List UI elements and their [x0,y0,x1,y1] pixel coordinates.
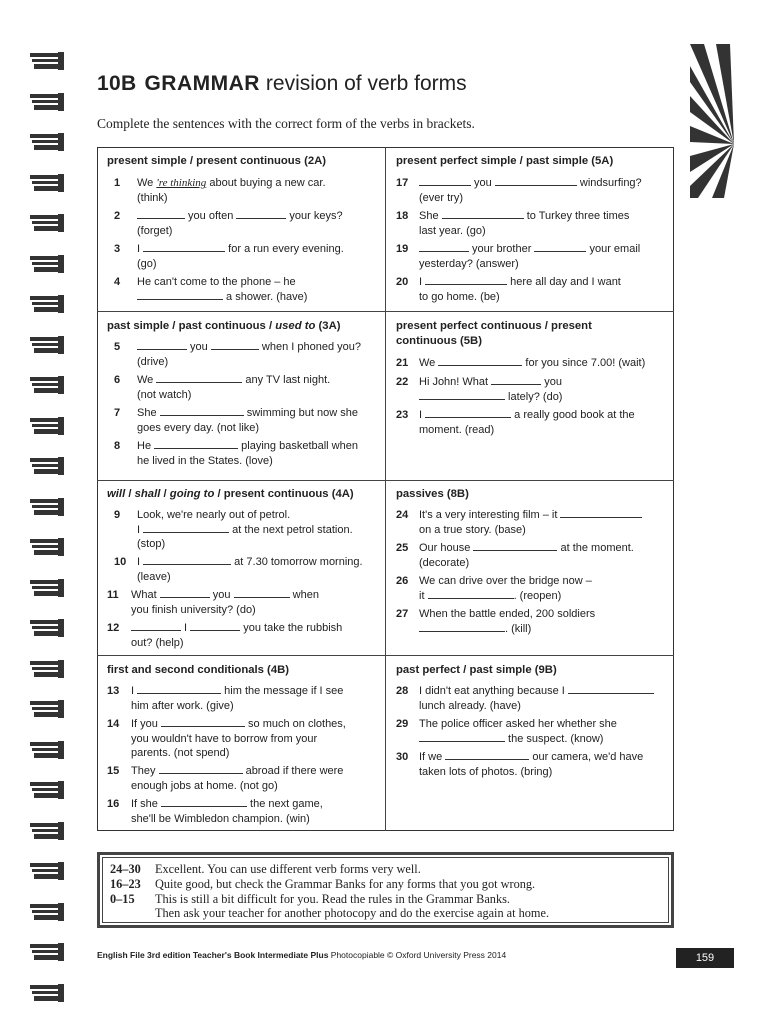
section-title: present perfect simple / past simple (5A) [396,155,614,167]
section-title: first and second conditionals (4B) [107,664,290,676]
question-item: 12 I you take the rubbish out? (help) [107,622,343,649]
spiral-coil [28,253,66,275]
spiral-coil [28,577,66,599]
spiral-coil [28,658,66,680]
answer-blank[interactable] [211,340,259,350]
question-item: 25 Our house at the moment. (decorate) [396,542,634,569]
answer-blank[interactable] [143,523,229,533]
spiral-coil [28,698,66,720]
spiral-coil [28,779,66,801]
question-item: 23 I a really good book at the moment. (read) [396,409,635,436]
instruction-text: Complete the sentences with the correct form of the verbs in brackets. [97,116,475,131]
question-item: 3 I for a run every evening. (go) [114,243,344,270]
answer-blank[interactable] [419,622,505,632]
spiral-coil [28,739,66,761]
grid-divider [97,655,674,656]
answer-blank[interactable] [154,439,238,449]
question-item: 18 She to Turkey three times last year. (go) [396,210,630,237]
answer-blank[interactable] [568,684,654,694]
handwritten-answer: 're thinking [156,177,207,189]
spiral-coil [28,415,66,437]
question-item: 24 It's a very interesting film – it on a true story. (base) [396,508,666,538]
unit-code: 10B [97,72,137,95]
question-item: 8 He playing basketball when he lived in the States. (love) [114,440,358,467]
question-item: 20 I here all day and I want to go home. (be) [396,276,621,303]
answer-blank[interactable] [442,209,524,219]
page-number: 159 [676,948,734,968]
question-item: 5 you when I phoned you? (drive) [114,341,361,368]
score-line: 16–23 Quite good, but check the Grammar Banks for any forms that you got wrong. [110,877,536,891]
question-item: 30 If we our camera, we'd have taken lots of photos. (bring) [396,751,644,778]
spiral-coil [28,334,66,356]
spiral-coil [28,50,66,72]
answer-blank[interactable] [236,209,286,219]
answer-blank[interactable] [491,375,541,385]
grammar-label: GRAMMAR [144,72,260,95]
answer-blank[interactable] [131,621,181,631]
spiral-coil [28,617,66,639]
answer-blank[interactable] [560,508,642,518]
spiral-coil [28,860,66,882]
question-item: 7 She swimming but now she goes every day. (not like) [114,407,358,434]
title-subtitle: revision of verb forms [265,72,467,95]
answer-blank[interactable] [161,797,247,807]
spiral-binding [28,50,68,980]
answer-blank[interactable] [137,340,187,350]
question-item: 26 We can drive over the bridge now – it . (reopen) [396,575,592,602]
grid-divider [97,311,674,312]
question-item: 14 If you so much on clothes, you wouldn't have to borrow from your parents. (not spend) [107,718,346,759]
spiral-coil [28,131,66,153]
spiral-coil [28,172,66,194]
answer-blank[interactable] [143,555,231,565]
answer-blank[interactable] [438,356,522,366]
answer-blank[interactable] [445,750,529,760]
spiral-coil [28,941,66,963]
question-item: 15 They abroad if there were enough jobs at home. (not go) [107,765,344,792]
answer-blank[interactable] [419,732,505,742]
spiral-coil [28,91,66,113]
question-item: 17 you windsurfing? (ever try) [396,177,642,204]
question-item: 2 you often your keys? (forget) [114,210,343,237]
answer-blank[interactable] [425,275,507,285]
score-line: Then ask your teacher for another photocopy and do the exercise again at home. [155,906,550,920]
question-item: 28 I didn't eat anything because I lunch already. (have) [396,684,666,714]
answer-blank[interactable] [534,242,586,252]
score-line: 0–15 This is still a bit difficult for you. Read the rules in the Grammar Banks. [110,892,510,906]
score-line: 24–30 Excellent. You can use different verb forms very well. [110,862,421,876]
question-item: 4 He can't come to the phone – he a shower. (have) [114,276,308,303]
answer-blank[interactable] [137,290,223,300]
spiral-coil [28,455,66,477]
answer-blank[interactable] [234,588,290,598]
answer-blank[interactable] [428,589,514,599]
grid-divider [385,147,386,831]
section-title: passives (8B) [396,488,469,500]
question-item: 21 We for you since 7.00! (wait) [396,357,646,369]
answer-blank[interactable] [419,176,471,186]
question-item: 9 Look, we're nearly out of petrol. I at the next petrol station. (stop) [114,509,353,550]
spiral-coil [28,536,66,558]
answer-blank[interactable] [190,621,240,631]
section-title: present perfect continuous / present continuous (5B) [396,320,592,347]
spiral-coil [28,496,66,518]
spiral-coil [28,901,66,923]
section-title: past simple / past continuous / used to (3A) [107,320,341,332]
answer-blank[interactable] [143,242,225,252]
grid-divider [97,480,674,481]
answer-blank[interactable] [137,209,185,219]
answer-blank[interactable] [473,541,557,551]
question-item: 27 When the battle ended, 200 soldiers . (kill) [396,608,596,635]
spiral-coil [28,820,66,842]
answer-blank[interactable] [425,408,511,418]
page-title [97,72,467,96]
answer-blank[interactable] [156,373,242,383]
answer-blank[interactable] [495,176,577,186]
question-item: 11 What you when you finish university? (do) [107,589,319,616]
spiral-coil [28,982,66,1004]
answer-blank[interactable] [159,764,243,774]
answer-blank[interactable] [160,588,210,598]
question-item: 13 I him the message if I see him after work. (give) [107,685,344,712]
footer-credit: English File 3rd edition Teacher's Book Intermediate Plus Photocopiable © Oxford University Press 2014 [97,950,507,960]
question-item: 1 We 're thinking about buying a new car. (think) [114,177,326,204]
question-item: 6 We any TV last night. (not watch) [114,374,331,401]
question-item: 19 your brother your email yesterday? (answer) [396,243,641,270]
section-title: past perfect / past simple (9B) [396,664,557,676]
answer-blank[interactable] [419,390,505,400]
question-item: 16 If she the next game, she'll be Wimbledon champion. (win) [107,798,323,825]
question-item: 22 Hi John! What you lately? (do) [396,376,563,403]
section-title: present simple / present continuous (2A) [107,155,327,167]
answer-blank[interactable] [137,684,221,694]
spiral-coil [28,374,66,396]
answer-blank[interactable] [160,406,244,416]
spiral-coil [28,293,66,315]
answer-blank[interactable] [161,717,245,727]
answer-blank[interactable] [419,242,469,252]
sunburst-decoration [690,44,734,198]
spiral-coil [28,212,66,234]
question-item: 29 The police officer asked her whether she the suspect. (know) [396,718,617,745]
section-title: will / shall / going to / present continuous (4A) [107,488,354,500]
question-item: 10 I at 7.30 tomorrow morning. (leave) [114,556,363,583]
